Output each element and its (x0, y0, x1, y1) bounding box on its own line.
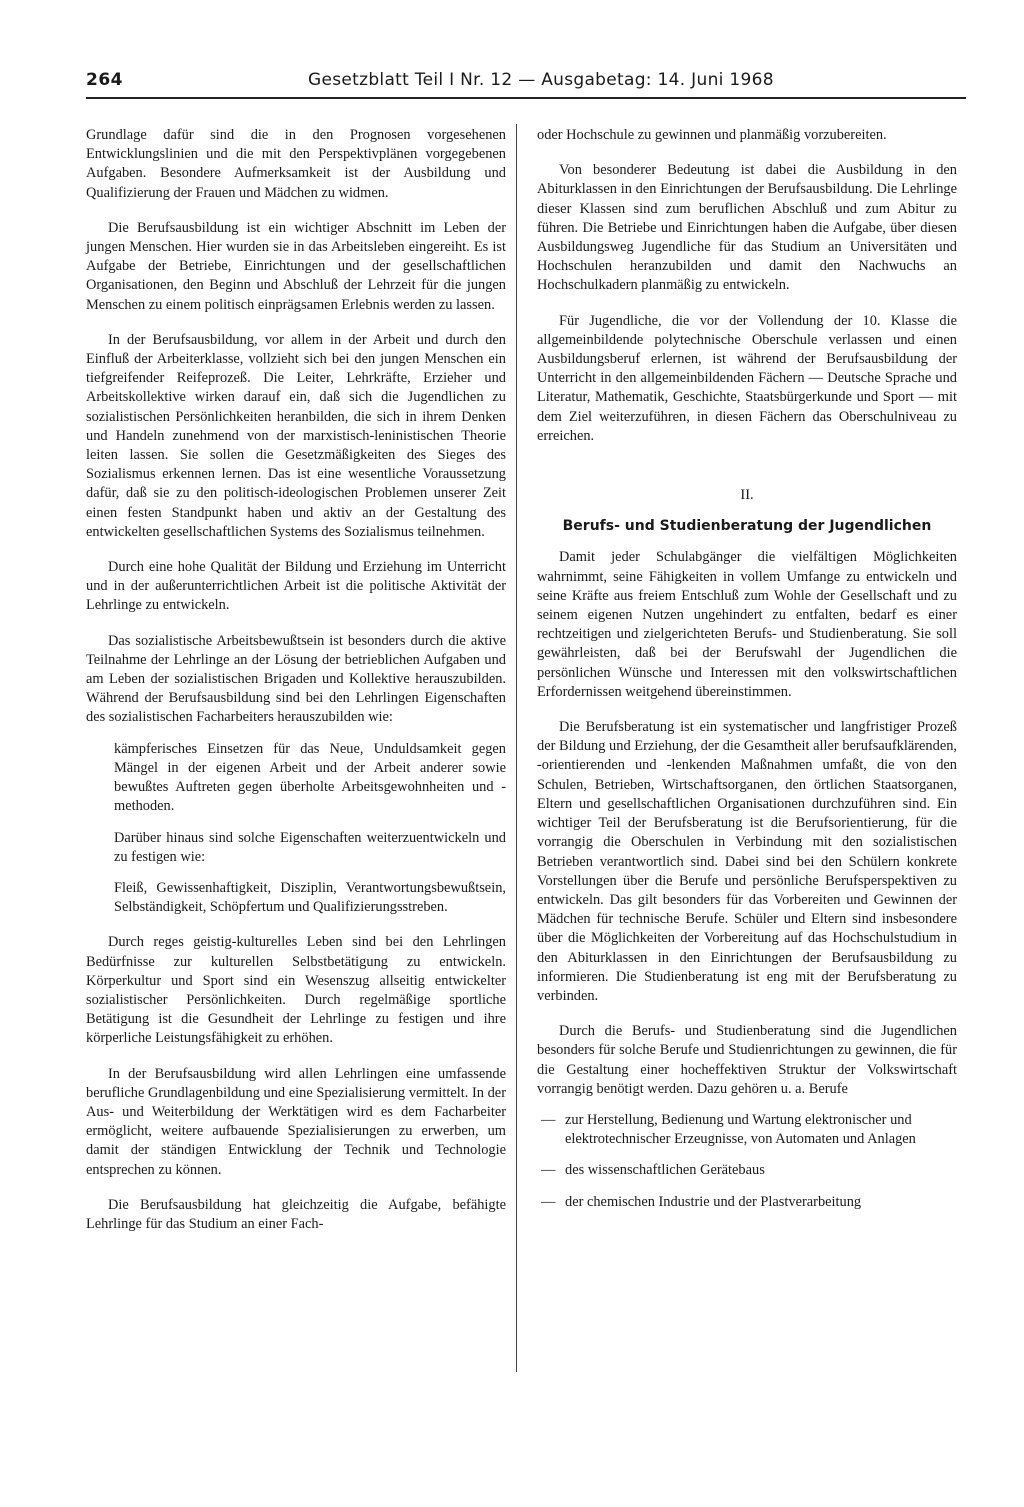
paragraph: Von besonderer Bedeutung ist dabei die Ausbildung in den Abiturklassen in den Einrichtungen der Berufsausbildung. Die Lehrlinge dieser Klassen sind zum beruflichen Abschluß und zum Abitur zu führen. Die Betriebe und Einrichtungen haben die Aufgabe, über diesen Ausbildungsweg Jugendliche für das Studium an Universitäten und Hochschulen heranzubilden und damit den Nachwuchs an Hochschulkadern planmäßig zu entwickeln. (537, 162, 957, 294)
dash-bullet: — (541, 1111, 556, 1128)
dash-list (537, 1111, 957, 1212)
list-item-text: zur Herstellung, Bedienung und Wartung elektronischer und elektrotechnischer Erzeugnisse, von Automaten und Anlagen (565, 1111, 916, 1148)
right-column (537, 126, 957, 1224)
header-rule (86, 97, 966, 99)
paragraph: Durch die Berufs- und Studienberatung sind die Jugendlichen besonders für solche Berufe und Studienrichtungen zu gewinnen, die für die Gestaltung einer hocheffektiven Struktur der Volkswirtschaft vorrangig benötigt werden. Dazu gehören u. a. Berufe (537, 1023, 957, 1097)
indented-paragraph: Darüber hinaus sind solche Eigenschaften weiterzuentwickeln und zu festigen wie: (114, 829, 506, 865)
paragraph: Grundlage dafür sind die in den Prognosen vorgesehenen Entwicklungslinien und die mit den Perspektivplänen vorgegebenen Aufgaben. Besondere Aufmerksamkeit ist der Ausbildung und Qualifizierung der Frauen und Mädchen zu widmen. (86, 127, 506, 201)
paragraph: oder Hochschule zu gewinnen und planmäßig vorzubereiten. (537, 127, 887, 143)
paragraph: Das sozialistische Arbeitsbewußtsein ist besonders durch die aktive Teilnahme der Lehrlinge an der Lösung der betrieblichen Aufgaben und am Leben der sozialistischen Brigaden und Kollektive herauszubilden. Während der Berufsausbildung sind bei den Lehrlingen Eigenschaften des sozialistischen Facharbeiters herauszubilden wie: (86, 632, 506, 726)
paragraph: Durch reges geistig-kulturelles Leben sind bei den Lehrlingen Bedürfnisse zur kulturellen Selbstbetätigung zu entwickeln. Körperkultur und Sport sind ein Wesenszug allseitig entwickelter sozialistischer Persönlichkeiten. Durch regelmäßige sportliche Betätigung ist die Gesundheit der Lehrlinge zu festigen und ihre körperliche Leistungsfähigkeit zu erhöhen. (86, 934, 506, 1047)
header-title: Gesetzblatt Teil I Nr. 12 — Ausgabetag: 14. Juni 1968 (308, 70, 774, 90)
paragraph: Die Berufsausbildung hat gleichzeitig die Aufgabe, befähigte Lehrlinge für das Studium an einer Fach- (86, 1196, 506, 1232)
list-item (537, 1111, 957, 1149)
dash-bullet: — (541, 1162, 556, 1179)
column-divider (516, 124, 517, 1372)
list-item (537, 1193, 957, 1212)
section-title: Berufs- und Studienberatung der Jugendlichen (562, 518, 932, 535)
dash-bullet: — (541, 1193, 556, 1210)
section-number: II. (740, 487, 754, 504)
paragraph: Damit jeder Schulabgänger die vielfältigen Möglichkeiten wahrnimmt, seine Fähigkeiten in vollem Umfange zu entwickeln und seine Kräfte aus freiem Entschluß zum Wohle der Gesellschaft und zu seinem eigenen Nutzen ungehindert zu entfalten, bedarf es einer rechtzeitigen und zielgerichteten Berufs- und Studienberatung. Sie soll gewährleisten, daß bei der Berufswahl der Jugendlichen die persönlichen Wünsche und Interessen mit den volkswirtschaftlichen Erfordernissen weitgehend übereinstimmen. (537, 549, 957, 700)
left-column (86, 126, 506, 1250)
page-number: 264 (86, 70, 123, 90)
list-item-text: der chemischen Industrie und der Plastverarbeitung (565, 1193, 862, 1210)
paragraph: Durch eine hohe Qualität der Bildung und Erziehung im Unterricht und in der außerunterrichtlichen Arbeit ist die politische Aktivität der Lehrlinge zu entwickeln. (86, 559, 506, 614)
paragraph: Die Berufsberatung ist ein systematischer und langfristiger Prozeß der Bildung und Erziehung, der die Gesamtheit aller berufsaufklärenden, -orientierenden und -lenkenden Maßnahmen umfaßt, die von den Schulen, Betrieben, Wirtschaftsorganen, den örtlichen Staatsorganen, Eltern und gesellschaftlichen Organisationen durchzuführen sind. Ein wichtiger Teil der Berufsberatung ist die Berufsorientierung, für die vorrangig die Oberschulen in Verbindung mit den sozialistischen Betrieben verantwortlich sind. Dabei sind bei den Schülern konkrete Vorstellungen über die Berufe und persönliche Berufsperspektiven zu entwickeln. Das gilt besonders für das Vorbereiten und Gewinnen der Mädchen für technische Berufe. Schüler und Eltern sind insbesondere über die Möglichkeiten der Vorbereitung auf das Hochschulstudium in den Abiturklassen in den Einrichtungen der Berufsausbildung zu informieren. Die Studienberatung ist eng mit der Berufsberatung zu verbinden. (537, 719, 957, 1004)
page-header (86, 70, 966, 98)
indented-paragraph: kämpferisches Einsetzen für das Neue, Unduldsamkeit gegen Mängel in der eigenen Arbeit und der Arbeit anderer sowie bewußtes Auftreten gegen überholte Arbeitsgewohnheiten und -methoden. (114, 740, 506, 815)
indented-paragraph: Fleiß, Gewissenhaftigkeit, Disziplin, Verantwortungsbewußtsein, Selbständigkeit, Schöpfertum und Qualifizierungsstreben. (114, 879, 506, 916)
paragraph: In der Berufsausbildung, vor allem in der Arbeit und durch den Einfluß der Arbeiterklasse, vollzieht sich bei den jungen Menschen ein tiefgreifender Reifeprozeß. Die Leiter, Lehrkräfte, Erzieher und Arbeitskollektive wirken darauf ein, daß sich die Jugendlichen zu sozialistischen Persönlichkeiten heranbilden, die sich in ihrem Denken und Handeln zunehmend von der marxistisch-leninistischen Theorie leiten lassen. Sie sollen die Gesetzmäßigkeiten des Sieges des Sozialismus erkennen lernen. Das ist eine wesentliche Voraussetzung dafür, daß sie zu den politisch-ideologischen Problemen unserer Zeit einen festen Standpunkt haben und aktiv an der Gestaltung des entwickelten gesellschaftlichen Systems des Sozialismus teilnehmen. (86, 331, 506, 540)
paragraph: Die Berufsausbildung ist ein wichtiger Abschnitt im Leben der jungen Menschen. Hier wurden sie in das Arbeitsleben eingereiht. Es ist Aufgabe der Betriebe, Einrichtungen und der gesellschaftlichen Organisationen, den Beginn und Abschluß der Lehrzeit für die jungen Menschen zu einem politisch einprägsamen Erlebnis werden zu lassen. (86, 219, 506, 313)
list-item (537, 1161, 957, 1180)
paragraph: In der Berufsausbildung wird allen Lehrlingen eine umfassende berufliche Grundlagenbildung und eine Spezialisierung vermittelt. In der Aus- und Weiterbildung der Werktätigen wird es dem Facharbeiter ermöglicht, weitere aufbauende Spezialisierungen zu erwerben, um damit der ständigen Entwicklung der Technik und Technologie entsprechen zu können. (86, 1065, 506, 1178)
paragraph: Für Jugendliche, die vor der Vollendung der 10. Klasse die allgemeinbildende polytechnische Oberschule verlassen und einen Ausbildungsberuf erlernen, ist während der Berufsausbildung der Unterricht in den allgemeinbildenden Fächern — Deutsche Sprache und Literatur, Mathematik, Geschichte, Staatsbürgerkunde und Sport — mit dem Ziel weiterzuführen, in diesen Fächern das Oberschulniveau zu erreichen. (537, 312, 957, 444)
list-item-text: des wissenschaftlichen Gerätebaus (565, 1162, 765, 1179)
